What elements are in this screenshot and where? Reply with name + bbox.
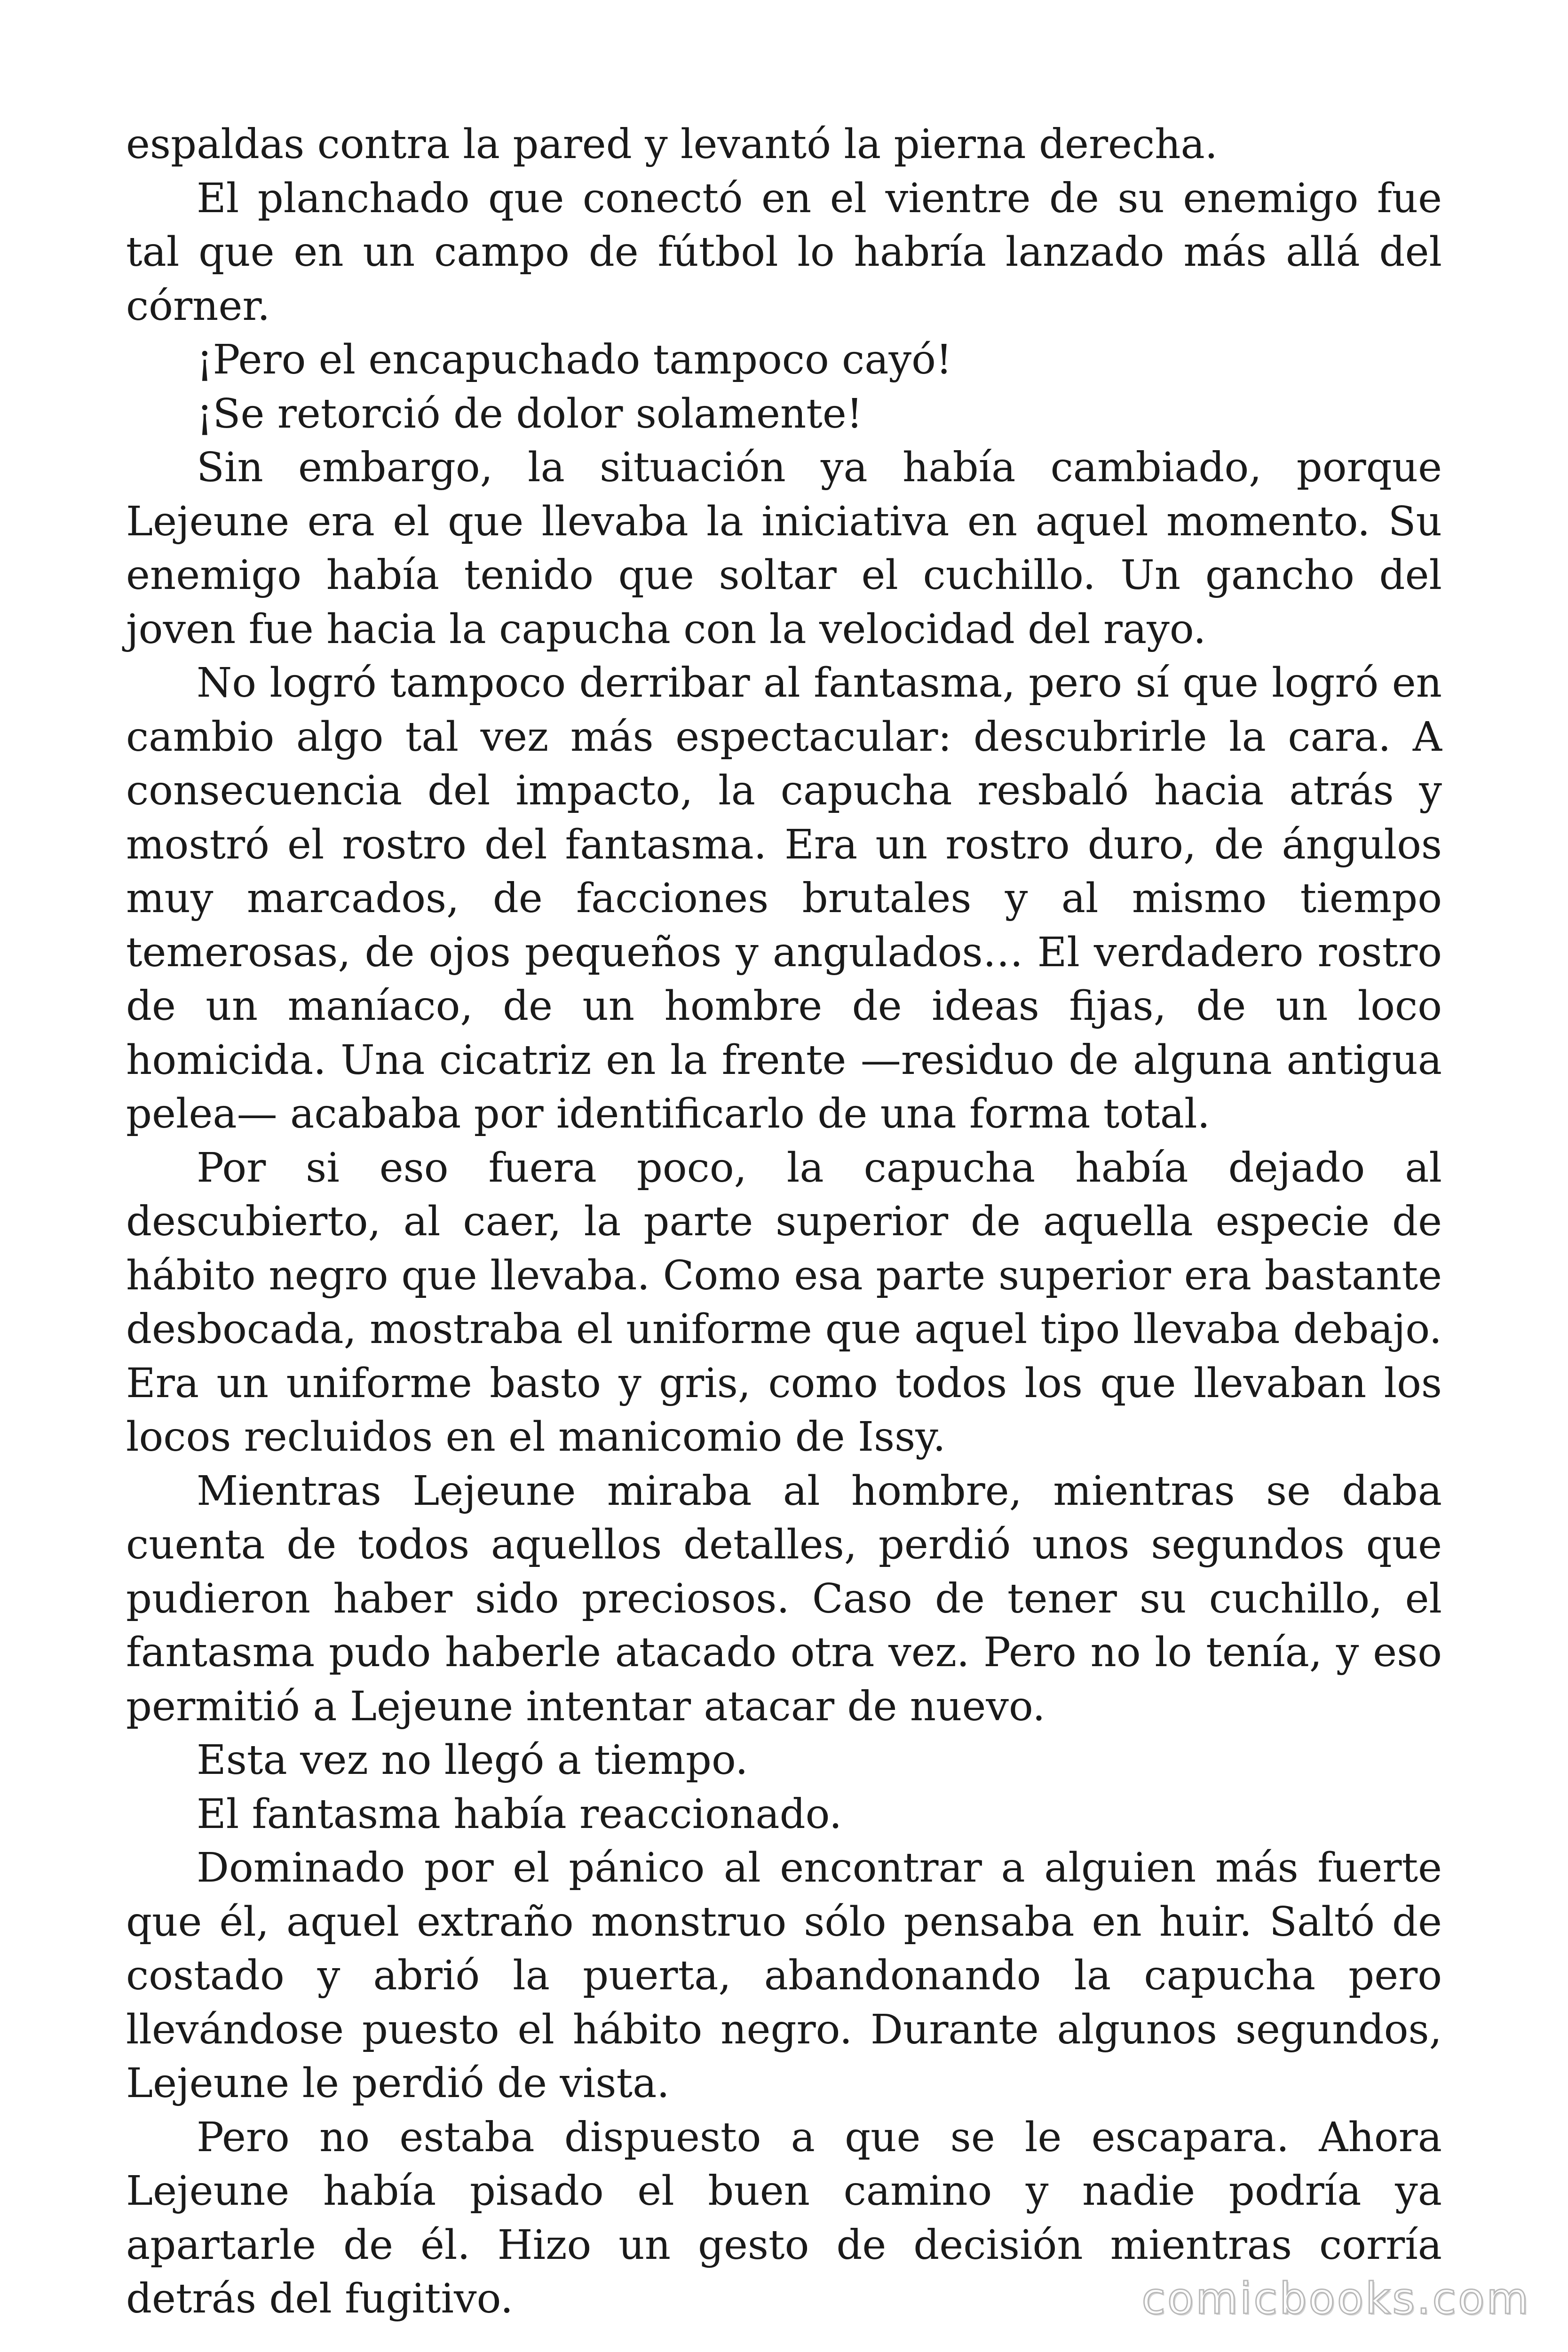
paragraph-4: ¡Se retorció de dolor solamente!: [197, 390, 863, 437]
watermark: comicbooks.com: [1141, 2273, 1530, 2324]
paragraph-7: Por si eso fuera poco, la capucha había dejado al descubierto, al caer, la parte superior de aquella especie de hábito negro que llevaba. Como esa parte superior era bastante desbocada, mostraba el uniforme que aquel tipo llevaba debajo. Era un uniforme basto y gris, como todos los que llevaban los locos recluidos en el manicomio de Issy.: [126, 1144, 1442, 1461]
body-text: [126, 118, 1442, 2326]
paragraph-3: ¡Pero el encapuchado tampoco cayó!: [197, 336, 952, 383]
paragraph-8: Mientras Lejeune miraba al hombre, mientras se daba cuenta de todos aquellos detalles, perdió unos segundos que pudieron haber sido preciosos. Caso de tener su cuchillo, el fantasma pudo haberle atacado otra vez. Pero no lo tenía, y eso permitió a Lejeune intentar atacar de nuevo.: [126, 1467, 1442, 1730]
paragraph-2: El planchado que conectó en el vientre de su enemigo fue tal que en un campo de fútbol lo habría lanzado más allá del córner.: [126, 175, 1442, 330]
paragraph-6: No logró tampoco derribar al fantasma, pero sí que logró en cambio algo tal vez más espectacular: descubrirle la cara. A consecuencia del impacto, la capucha resbaló hacia atrás y mostró el rostro del fantasma. Era un rostro duro, de ángulos muy marcados, de facciones brutales y al mismo tiempo temerosas, de ojos pequeños y angulados… El verdadero rostro de un maníaco, de un hombre de ideas fijas, de un loco homicida. Una cicatriz en la frente —residuo de alguna antigua pelea— acababa por identificarlo de una forma total.: [126, 660, 1442, 1137]
paragraph-11: Dominado por el pánico al encontrar a alguien más fuerte que él, aquel extraño monstruo sólo pensaba en huir. Saltó de costado y abrió la puerta, abandonando la capucha pero llevándose puesto el hábito negro. Durante algunos segundos, Lejeune le perdió de vista.: [126, 1844, 1442, 2107]
paragraph-5: Sin embargo, la situación ya había cambiado, porque Lejeune era el que llevaba la iniciativa en aquel momento. Su enemigo había tenido que soltar el cuchillo. Un gancho del joven fue hacia la capucha con la velocidad del rayo.: [126, 444, 1442, 653]
paragraph-1: espaldas contra la pared y levantó la pierna derecha.: [126, 121, 1218, 168]
paragraph-10: El fantasma había reaccionado.: [197, 1790, 842, 1838]
paragraph-9: Esta vez no llegó a tiempo.: [197, 1737, 748, 1784]
paragraph-12: Pero no estaba dispuesto a que se le escapara. Ahora Lejeune había pisado el buen camino y nadie podría ya apartarle de él. Hizo un gesto de decisión mientras corría detrás del fugitivo.: [126, 2114, 1442, 2322]
